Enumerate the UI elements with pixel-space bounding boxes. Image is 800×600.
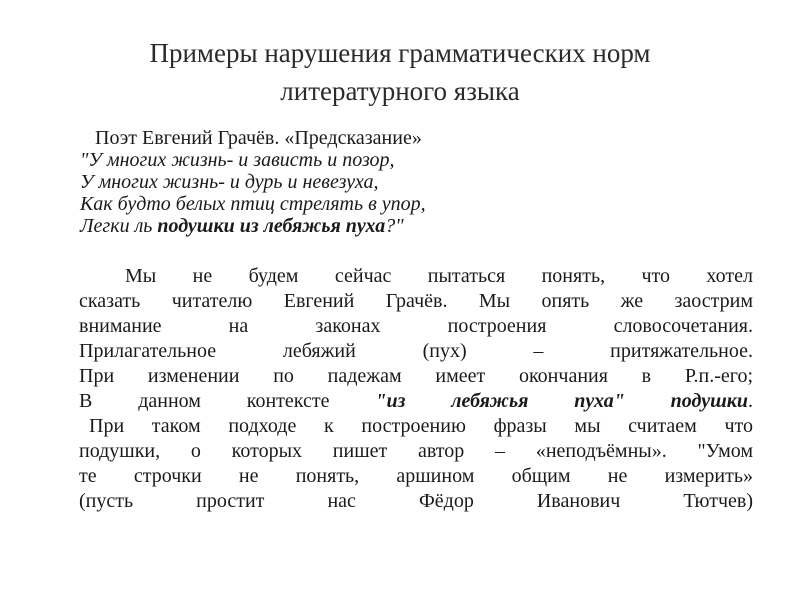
slide-title <box>60 34 740 110</box>
body-line-9: те строчки не понять, аршином общим не измерить» <box>79 465 753 487</box>
body-line-6 <box>79 389 753 414</box>
poem-line-1: "У многих жизнь- и зависть и позор, <box>80 149 395 171</box>
poem-line-3: Как будто белых птиц стрелять в упор, <box>80 193 426 215</box>
title-line-2: литературного языка <box>280 76 520 106</box>
body-line-2: сказать читателю Евгений Грачёв. Мы опять же заострим <box>79 290 753 312</box>
poem-line-4 <box>80 215 740 237</box>
poem-line-4-bold: подушки из лебяжья пуха <box>157 215 386 237</box>
body-line-4: Прилагательное лебяжий (пух) – притяжательное. <box>79 340 753 362</box>
body-line-5: При изменении по падежам имеет окончания в Р.п.-его; <box>79 365 753 387</box>
body-line-7: При таком подходе к построению фразы мы считаем что <box>89 415 753 437</box>
body-line-6-start: В данном контексте <box>79 390 376 412</box>
title-line-1: Примеры нарушения грамматических норм <box>149 38 651 68</box>
poem-heading: Поэт Евгений Грачёв. «Предсказание» <box>95 127 422 149</box>
poem-quote <box>80 127 740 237</box>
body-line-10: (пусть простит нас Фёдор Иванович Тютчев) <box>79 490 753 512</box>
poem-line-4-end: ?" <box>385 215 404 237</box>
body-line-1: Мы не будем сейчас пытаться понять, что хотел <box>125 265 753 287</box>
poem-line-4-start: Легки ль <box>80 215 158 237</box>
body-line-3: внимание на законах построения словосочетания. <box>79 315 753 337</box>
body-line-8: подушки, о которых пишет автор – «неподъёмны». "Умом <box>79 440 753 462</box>
body-line-6-end: . <box>748 390 753 412</box>
body-paragraph <box>79 264 753 514</box>
poem-line-2: У многих жизнь- и дурь и невезуха, <box>80 171 379 193</box>
body-line-6-bold: "из лебяжья пуха" подушки <box>375 390 748 412</box>
